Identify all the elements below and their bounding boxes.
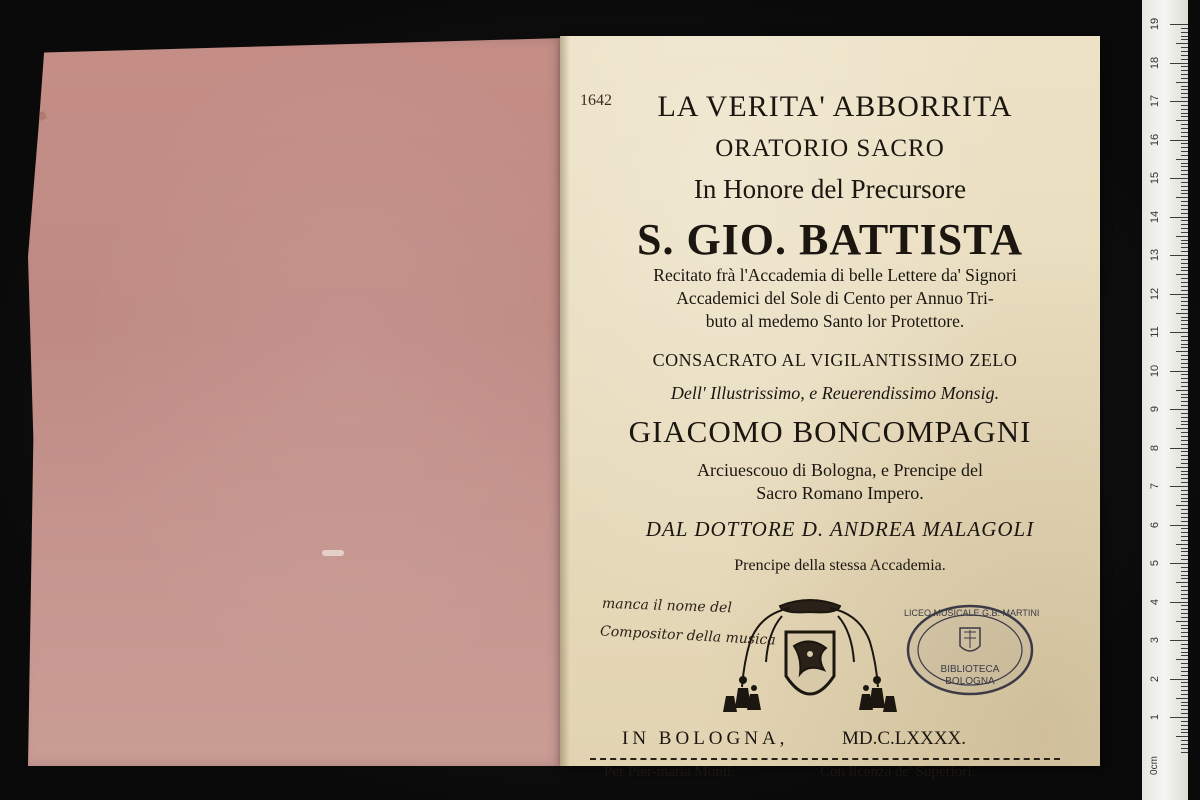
recited-line-3: buto al medemo Santo lor Protettore. <box>705 311 965 331</box>
ruler-tick <box>1181 151 1188 152</box>
ruler-tick <box>1181 317 1188 318</box>
ruler-tick <box>1181 694 1188 695</box>
printer-line: Per Pier-maria Monti. <box>604 764 735 780</box>
ruler-tick <box>1181 590 1188 591</box>
ruler-tick <box>1181 424 1188 425</box>
ruler-tick <box>1181 440 1188 441</box>
ruler-tick <box>1181 247 1188 248</box>
ruler-tick <box>1181 451 1188 452</box>
ruler-tick <box>1181 124 1188 125</box>
ruler-tick <box>1181 267 1188 268</box>
ruler-tick <box>1181 625 1188 626</box>
ruler-tick <box>1176 582 1188 583</box>
ruler-tick <box>1181 521 1188 522</box>
ruler-tick <box>1181 190 1188 191</box>
ruler-tick <box>1181 39 1188 40</box>
ruler-tick <box>1176 390 1188 391</box>
ruler-tick <box>1181 290 1188 291</box>
ruler-tick <box>1181 655 1188 656</box>
ruler-tick <box>1181 725 1188 726</box>
ruler-tick <box>1181 132 1188 133</box>
ruler-cm-label: 5 <box>1149 559 1161 567</box>
ruler-tick <box>1176 236 1188 237</box>
ruler-tick <box>1176 621 1188 622</box>
ruler-cm-label: 16 <box>1149 133 1161 146</box>
ruler-tick <box>1181 163 1188 164</box>
ruler-tick <box>1170 602 1188 603</box>
title-page <box>560 36 1100 780</box>
ruler-tick <box>1176 274 1188 275</box>
ruler-tick <box>1181 259 1188 260</box>
ruler-tick <box>1181 382 1188 383</box>
ruler-tick <box>1176 544 1188 545</box>
ruler-tick <box>1181 405 1188 406</box>
ruler-tick <box>1181 232 1188 233</box>
imprint-year: MD.C.LXXXX. <box>842 728 967 749</box>
ruler-tick <box>1181 397 1188 398</box>
ruler-cm-label: 17 <box>1149 94 1161 108</box>
ruler-tick <box>1181 32 1188 33</box>
ruler-tick <box>1181 213 1188 214</box>
ruler-cm-label: 2 <box>1149 675 1161 682</box>
stamp-top-text: LICEO MUSICALE G.B. MARTINI <box>904 608 1040 618</box>
ruler-tick <box>1181 498 1188 499</box>
dedication-line: CONSACRATO AL VIGILANTISSIMO ZELO <box>652 350 1018 370</box>
ruler-tick <box>1181 513 1188 514</box>
ruler-cm-label: 7 <box>1149 482 1161 490</box>
ruler-tick <box>1181 374 1188 375</box>
ruler-tick <box>1181 301 1188 302</box>
ruler-unit-label: 0cm <box>1148 756 1160 775</box>
ruler-tick <box>1170 640 1188 641</box>
ruler-tick <box>1181 367 1188 368</box>
ruler-tick <box>1176 313 1188 314</box>
ruler-tick <box>1181 70 1188 71</box>
ruler-tick <box>1170 525 1188 526</box>
ruler-tick <box>1181 632 1188 633</box>
ruler-tick <box>1181 309 1188 310</box>
ruler-tick <box>1181 209 1188 210</box>
ruler-tick <box>1181 86 1188 87</box>
ruler-tick <box>1181 509 1188 510</box>
ruler-tick <box>1181 128 1188 129</box>
stamp-bottom-text: BOLOGNA <box>945 676 995 687</box>
ruler-tick <box>1181 155 1188 156</box>
ruler-tick <box>1181 444 1188 445</box>
saint-name: S. GIO. BATTISTA <box>636 215 1024 264</box>
ruler-tick <box>1181 78 1188 79</box>
ruler-tick <box>1181 170 1188 171</box>
ruler-tick <box>1181 636 1188 637</box>
ruler-tick <box>1181 686 1188 687</box>
ruler-tick <box>1181 644 1188 645</box>
ruler-tick <box>1181 93 1188 94</box>
ruler-tick <box>1181 713 1188 714</box>
honor-line: In Honore del Precursore <box>693 174 967 204</box>
ruler-tick <box>1181 201 1188 202</box>
ruler-cm-label: 10 <box>1149 364 1161 377</box>
ruler-cm-label: 1 <box>1149 713 1161 721</box>
ruler-tick <box>1176 659 1188 660</box>
ruler-tick <box>1181 613 1188 614</box>
ruler-tick <box>1181 478 1188 479</box>
ruler-tick <box>1181 59 1188 60</box>
ruler-tick <box>1181 136 1188 137</box>
ruler-tick <box>1181 305 1188 306</box>
ruler-tick <box>1181 617 1188 618</box>
ruler-cm-label: 9 <box>1149 405 1161 413</box>
ruler-tick <box>1170 448 1188 449</box>
ruler-tick <box>1176 351 1188 352</box>
ruler-cm-label: 8 <box>1149 444 1161 451</box>
ruler-tick <box>1181 598 1188 599</box>
ruler-tick <box>1170 717 1188 718</box>
ruler-tick <box>1181 47 1188 48</box>
ruler-tick <box>1181 220 1188 221</box>
ruler-cm-label: 12 <box>1149 287 1161 300</box>
title: LA VERITA' ABBORRITA <box>657 90 1013 123</box>
ruler-tick <box>1181 282 1188 283</box>
ruler-tick <box>1181 721 1188 722</box>
ruler-tick <box>1170 486 1188 487</box>
ruler-tick <box>1181 690 1188 691</box>
ruler-tick <box>1181 748 1188 749</box>
ruler-tick <box>1181 628 1188 629</box>
ruler-tick <box>1181 324 1188 325</box>
recited-line-2: Accademici del Sole di Cento per Annuo Tri- <box>676 288 994 308</box>
ruler-tick <box>1181 455 1188 456</box>
ruler-tick <box>1181 355 1188 356</box>
ruler-tick <box>1181 729 1188 730</box>
ruler-tick <box>1181 652 1188 653</box>
ruler-tick <box>1170 409 1188 410</box>
ruler-tick <box>1176 505 1188 506</box>
ruler-cm-label: 14 <box>1149 210 1161 223</box>
dedicatee-title-1: Arciuescouo di Bologna, e Prencipe del <box>697 460 983 480</box>
ruler-tick <box>1181 336 1188 337</box>
ruler-tick <box>1170 140 1188 141</box>
ruler-tick <box>1181 555 1188 556</box>
ruler-tick <box>1176 467 1188 468</box>
ruler-cm-label: 4 <box>1149 598 1161 605</box>
ruler-tick <box>1181 490 1188 491</box>
ruler-tick <box>1181 667 1188 668</box>
license-line: Con licenza de' Superiori. <box>820 764 976 780</box>
ruler-tick <box>1170 217 1188 218</box>
ruler-tick <box>1170 371 1188 372</box>
ruler-tick <box>1181 113 1188 114</box>
ruler-tick <box>1181 702 1188 703</box>
ruler-tick <box>1181 286 1188 287</box>
ruler-tick <box>1170 178 1188 179</box>
ruler-tick <box>1181 740 1188 741</box>
ruler-tick <box>1181 97 1188 98</box>
author-title: Prencipe della stessa Accademia. <box>734 557 946 574</box>
ruler-tick <box>1181 536 1188 537</box>
ruler-tick <box>1181 648 1188 649</box>
imprint-place: IN BOLOGNA, <box>622 728 789 749</box>
ruler-tick <box>1181 224 1188 225</box>
ruler-cm-label: 13 <box>1149 248 1161 262</box>
ruler-tick <box>1176 82 1188 83</box>
page-number: 1642 <box>580 92 612 109</box>
ruler-tick <box>1181 421 1188 422</box>
measurement-ruler <box>1142 0 1188 800</box>
ruler-tick <box>1181 567 1188 568</box>
ruler-tick <box>1170 101 1188 102</box>
ruler-tick <box>1181 278 1188 279</box>
ruler-tick <box>1181 752 1188 753</box>
page-spine-shadow <box>560 36 570 766</box>
ruler-tick <box>1176 197 1188 198</box>
ruler-tick <box>1181 675 1188 676</box>
handwritten-note-line-2: Compositor della musica <box>599 623 777 649</box>
ruler-cm-label: 15 <box>1149 171 1161 185</box>
ruler-tick <box>1181 551 1188 552</box>
ruler-tick <box>1170 24 1188 25</box>
ruler-tick <box>1170 255 1188 256</box>
ruler-tick <box>1176 428 1188 429</box>
ruler-tick <box>1181 682 1188 683</box>
ruler-tick <box>1181 74 1188 75</box>
ruler-tick <box>1181 344 1188 345</box>
ruler-tick <box>1181 532 1188 533</box>
ruler-tick <box>1181 263 1188 264</box>
ruler-tick <box>1181 671 1188 672</box>
ruler-tick <box>1181 363 1188 364</box>
ruler-tick <box>1181 413 1188 414</box>
ruler-tick <box>1170 332 1188 333</box>
ruler-tick <box>1170 294 1188 295</box>
ruler-tick <box>1181 517 1188 518</box>
ruler-tick <box>1181 571 1188 572</box>
ruler-tick <box>1181 193 1188 194</box>
ruler-tick <box>1181 166 1188 167</box>
ruler-tick <box>1181 205 1188 206</box>
ruler-tick <box>1176 698 1188 699</box>
ruler-tick <box>1181 432 1188 433</box>
ruler-tick <box>1181 378 1188 379</box>
ruler-tick <box>1181 228 1188 229</box>
ruler-tick <box>1181 359 1188 360</box>
ruler-tick <box>1181 474 1188 475</box>
recited-line-1: Recitato frà l'Accademia di belle Lettere da' Signori <box>653 265 1017 285</box>
ruler-tick <box>1181 501 1188 502</box>
ruler-tick <box>1176 120 1188 121</box>
ruler-tick <box>1181 270 1188 271</box>
pink-cover-sheet <box>28 38 564 766</box>
ruler-tick <box>1181 605 1188 606</box>
ruler-cm-label: 6 <box>1149 521 1161 528</box>
ruler-tick <box>1181 182 1188 183</box>
ruler-tick <box>1181 386 1188 387</box>
ruler-tick <box>1181 328 1188 329</box>
ruler-cm-label: 11 <box>1149 326 1161 338</box>
ruler-tick <box>1181 528 1188 529</box>
ruler-tick <box>1181 243 1188 244</box>
ruler-tick <box>1181 586 1188 587</box>
ruler-tick <box>1181 186 1188 187</box>
ruler-tick <box>1181 463 1188 464</box>
stamp-middle-text: BIBLIOTECA <box>940 664 1000 675</box>
ruler-tick <box>1181 436 1188 437</box>
ruler-cm-label: 3 <box>1149 636 1161 644</box>
ruler-tick <box>1181 36 1188 37</box>
ruler-tick <box>1181 540 1188 541</box>
ruler-tick <box>1181 471 1188 472</box>
ruler-tick <box>1181 174 1188 175</box>
ruler-cm-label: 19 <box>1149 17 1161 31</box>
ruler-tick <box>1181 297 1188 298</box>
ruler-tick <box>1181 143 1188 144</box>
ruler-tick <box>1181 494 1188 495</box>
honorific-line: Dell' Illustrissimo, e Reuerendissimo Monsig. <box>670 383 1000 403</box>
ruler-cm-label: 18 <box>1149 56 1161 69</box>
ruler-tick <box>1176 736 1188 737</box>
imprint-rule <box>590 758 1060 760</box>
paper-speck <box>322 550 344 556</box>
ruler-tick <box>1181 482 1188 483</box>
ruler-tick <box>1181 394 1188 395</box>
ruler-tick <box>1181 459 1188 460</box>
ruler-tick <box>1181 116 1188 117</box>
genre-line: ORATORIO SACRO <box>715 135 945 162</box>
ruler-tick <box>1181 732 1188 733</box>
ruler-tick <box>1181 347 1188 348</box>
ruler-tick <box>1170 563 1188 564</box>
ruler-tick <box>1181 55 1188 56</box>
ruler-tick <box>1181 594 1188 595</box>
ruler-tick <box>1181 28 1188 29</box>
ruler-tick <box>1181 240 1188 241</box>
ruler-tick <box>1181 109 1188 110</box>
ruler-tick <box>1181 609 1188 610</box>
handwritten-note-line-1: manca il nome del <box>601 595 733 617</box>
ruler-tick <box>1176 43 1188 44</box>
dedicatee-title-2: Sacro Romano Impero. <box>756 483 924 503</box>
ruler-tick <box>1181 66 1188 67</box>
ruler-tick <box>1181 578 1188 579</box>
ruler-tick <box>1181 401 1188 402</box>
ruler-tick <box>1181 147 1188 148</box>
author-line: DAL DOTTORE D. ANDREA MALAGOLI <box>645 517 1035 541</box>
ruler-tick <box>1181 105 1188 106</box>
ruler-tick <box>1181 417 1188 418</box>
ruler-tick <box>1181 89 1188 90</box>
ruler-tick <box>1170 679 1188 680</box>
ruler-tick <box>1181 340 1188 341</box>
coat-of-arms-icon <box>720 592 900 728</box>
ruler-tick <box>1181 709 1188 710</box>
ruler-tick <box>1181 559 1188 560</box>
ruler-tick <box>1181 744 1188 745</box>
ruler-tick <box>1181 320 1188 321</box>
ruler-tick <box>1181 705 1188 706</box>
ruler-tick <box>1181 51 1188 52</box>
ruler-tick <box>1176 159 1188 160</box>
ruler-tick <box>1170 63 1188 64</box>
ruler-tick <box>1181 251 1188 252</box>
ruler-tick <box>1181 575 1188 576</box>
dedicatee-name: GIACOMO BONCOMPAGNI <box>628 414 1032 449</box>
ruler-tick <box>1181 663 1188 664</box>
ruler-tick <box>1181 548 1188 549</box>
